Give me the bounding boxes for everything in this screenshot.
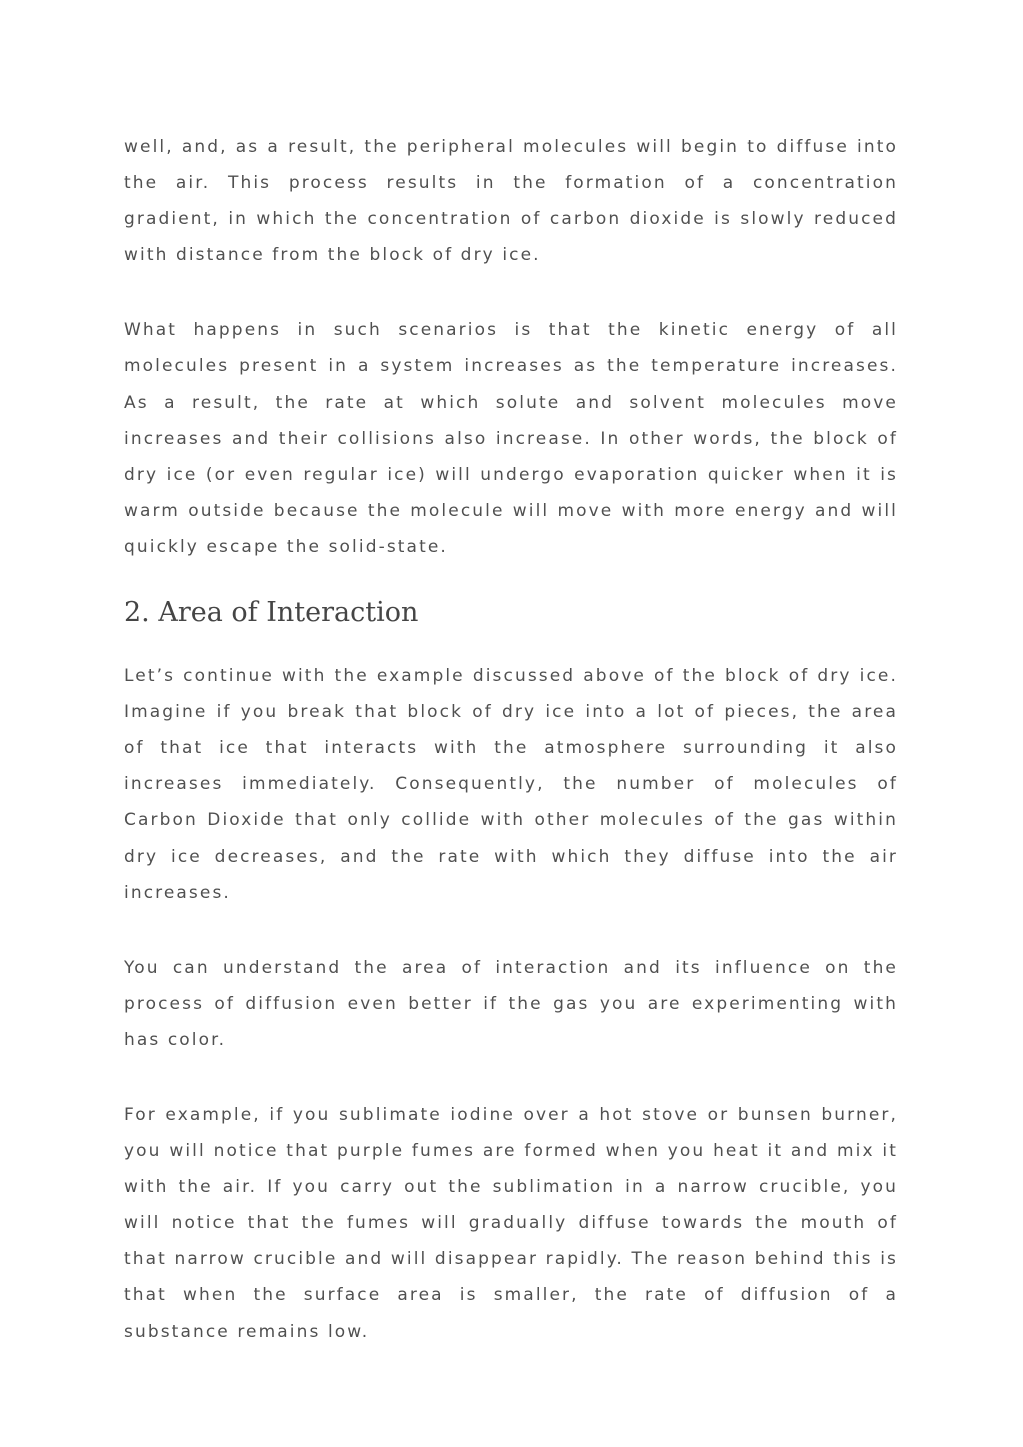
paragraph-kinetic-energy: What happens in such scenarios is that the kinetic energy of all molecules present in a system increases as the temperature increases. As a result, the rate at which solute and solvent molecules move increases and their collisions also increase. In other words, the block of dry ice (or even regular ice) will undergo evaporation quicker when it is warm outside because the molecule will move with more energy and will quickly escape the solid-state.: [124, 320, 898, 557]
paragraph-spacer: [124, 911, 898, 950]
paragraph-spacer: [124, 273, 898, 312]
paragraph-dry-ice-pieces: Let’s continue with the example discussed above of the block of dry ice. Imagine if you break that block of dry ice into a lot of pieces, the area of that ice that interacts with the atmosphere surrounding it also increases immediately. Consequently, the number of molecules of Carbon Dioxide that only collide with other molecules of the gas within dry ice decreases, and the rate with which they diffuse into the air increases.: [124, 666, 898, 903]
paragraph-iodine-example: For example, if you sublimate iodine over a hot stove or bunsen burner, you will notice that purple fumes are formed when you heat it and mix it with the air. If you carry out the sublimation in a narrow crucible, you will notice that the fumes will gradually diffuse towards the mouth of that narrow crucible and will disappear rapidly. The reason behind this is that when the surface area is smaller, the rate of diffusion of a substance remains low.: [124, 1104, 898, 1342]
paragraph-colored-gas: You can understand the area of interaction and its influence on the process of diffusion even better if the gas you are experimenting with has color.: [124, 957, 898, 1050]
section-heading: 2. Area of Interaction: [124, 597, 419, 629]
paragraph-spacer: [124, 1058, 898, 1097]
document-page: [124, 129, 898, 1350]
paragraph-diffusion-gradient: well, and, as a result, the peripheral molecules will begin to diffuse into the air. This process results in the formation of a concentration gradient, in which the concentration of carbon dioxide is slowly reduced with distance from the block of dry ice.: [124, 137, 898, 266]
